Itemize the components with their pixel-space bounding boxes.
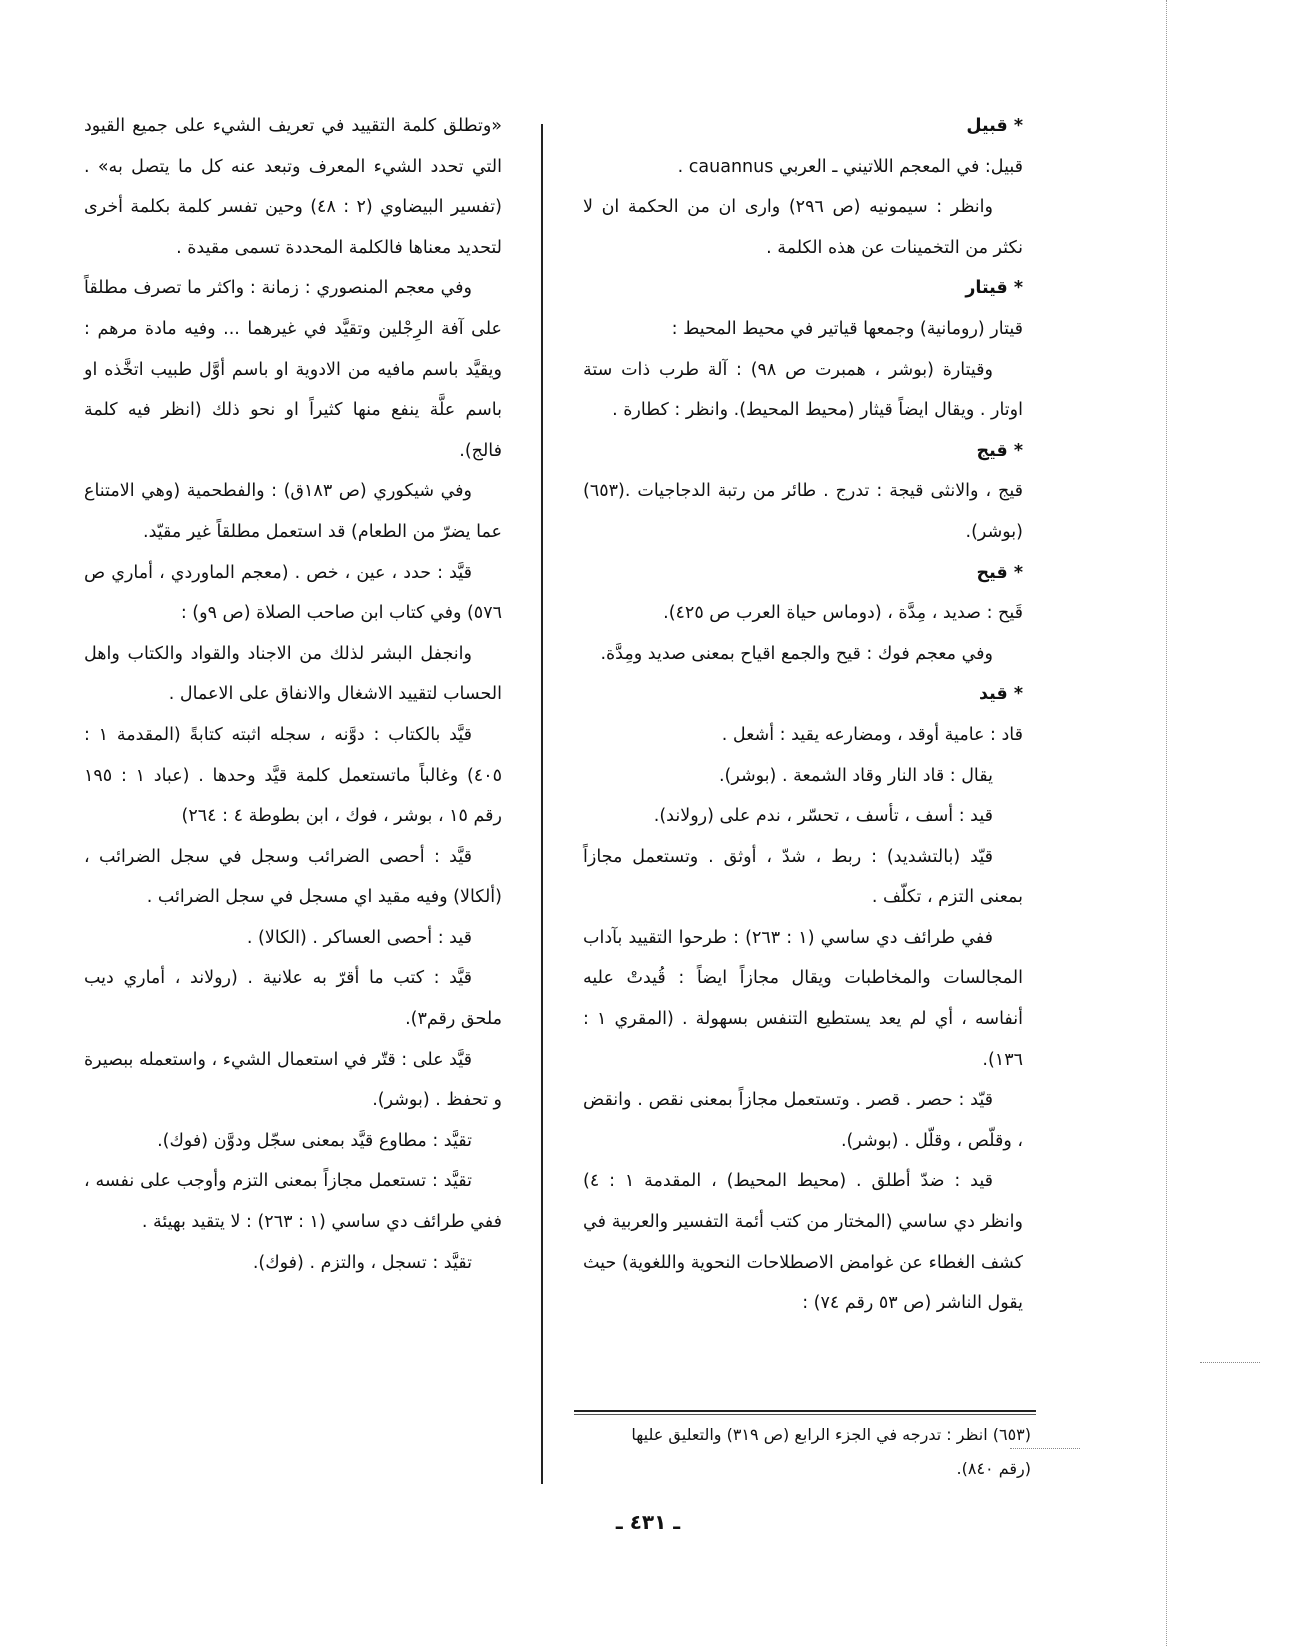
footnote xyxy=(596,1418,1031,1486)
paragraph: «وتطلق كلمة التقييد في تعريف الشيء على جميع القيود التي تحدد الشيء المعرف وتبعد عنه كل ما يتصل به» . (تفسير البيضاوي (٢ : ٤٨) وحين تفسر كلمة بكلمة أخرى لتحديد معناها فالكلمة المحددة تسمى مقيدة . xyxy=(84,116,502,258)
right-text-column xyxy=(583,106,1023,1324)
footnote-rule xyxy=(574,1410,1036,1412)
page-number: ـ ٤٣١ ـ xyxy=(615,1510,681,1534)
paragraph: قيج ، والانثى قيجة : تدرج . طائر من رتبة الدجاجيات .(٦٥٣) (بوشر). xyxy=(583,481,1023,542)
paragraph: قيَّد على : قتّر في استعمال الشيء ، واستعمله ببصيرة و تحفظ . (بوشر). xyxy=(84,1049,502,1111)
left-text-column xyxy=(84,106,502,1283)
paragraph: وفي معجم فوك : قيح والجمع اقياح بمعنى صديد ومِدَّة. xyxy=(600,643,993,664)
paragraph: قبيل: في المعجم اللاتيني ـ العربي cauannus . xyxy=(677,156,1023,177)
margin-tick xyxy=(1200,1362,1260,1363)
paragraph: قيتار (رومانية) وجمعها قياتير في محيط المحيط : xyxy=(671,318,1023,339)
paragraph: وانجفل البشر لذلك من الاجناد والقواد والكتاب واهل الحساب لتقييد الاشغال والانفاق على الاعمال . xyxy=(84,643,502,705)
paragraph: يقال : قاد النار وقاد الشمعة . (بوشر). xyxy=(718,765,993,786)
entry-heading: * قيح xyxy=(976,562,1023,583)
entry-heading: * قيد xyxy=(979,684,1023,705)
footnote-text: (٦٥٣) انظر : تدرجه في الجزء الرابع (ص ٣١٩) والتعليق عليها (رقم ٨٤٠). xyxy=(631,1425,1031,1478)
paragraph: قيّد (بالتشديد) : ربط ، شدّ ، أوثق . وتستعمل مجازاً بمعنى التزم ، تكلّف . xyxy=(583,846,1023,908)
column-divider xyxy=(541,124,543,1484)
paragraph: وفي معجم المنصوري : زمانة : واكثر ما تصرف مطلقاً على آفة الرِجْلين وتقيَّد في غيرهما ... وفيه مادة مرهم : ويقيَّد باسم مافيه من الادوية او باسم أوَّل طبيب اتخَّذه او باسم علَّة ينفع منها كثيراً او نحو ذلك (انظر فيه كلمة فالج). xyxy=(84,278,502,461)
paragraph: قيّد : حصر . قصر . وتستعمل مجازاً بمعنى نقص . وانقض ، وقلّص ، وقلّل . (بوشر). xyxy=(583,1090,1023,1151)
paragraph: ففي طرائف دي ساسي (١ : ٢٦٣) : طرحوا التقييد بآداب المجالسات والمخاطبات ويقال مجازاً ايضاً : قُيدتْ عليه أنفاسه ، أي لم يعد يستطيع التنفس بسهولة . (المقري ١ : ١٣٦). xyxy=(583,927,1023,1070)
paragraph: وقيتارة (بوشر ، همبرت ص ٩٨) : آلة طرب ذات ستة اوتار . ويقال ايضاً قيثار (محيط المحيط). وانظر : كطارة . xyxy=(583,359,1023,421)
paragraph: قاد : عامية أوقد ، ومضارعه يقيد : أشعل . xyxy=(721,724,1023,745)
paragraph: تقيَّد : تسجل ، والتزم . (فوك). xyxy=(252,1252,472,1273)
paragraph: قيَّد : أحصى الضرائب وسجل في سجل الضرائب ، (ألكالا) وفيه مقيد اي مسجل في سجل الضرائب . xyxy=(84,846,502,908)
paragraph: قيد : أحصى العساكر . (الكالا) . xyxy=(246,927,472,948)
paragraph: وفي شيكوري (ص ١٨٣ق) : والفطحمية (وهي الامتناع عما يضرّ من الطعام) قد استعمل مطلقاً غير مقيّد. xyxy=(84,481,502,542)
paragraph: قيد : ضدّ أطلق . (محيط المحيط) ، المقدمة ١ : ٤) وانظر دي ساسي (المختار من كتب أئمة التفسير والعربية في كشف الغطاء عن غوامض الاصطلاحات النحوية واللغوية) حيث يقول الناشر (ص ٥٣ رقم ٧٤) : xyxy=(583,1171,1023,1314)
paragraph: تقيَّد : مطاوع قيَّد بمعنى سجّل ودوَّن (فوك). xyxy=(157,1130,472,1151)
entry-heading: * قبيل xyxy=(966,116,1023,136)
paragraph: قيَّد : حدد ، عين ، خص . (معجم الماوردي ، أماري ص ٥٧٦) وفي كتاب ابن صاحب الصلاة (ص ٩و) : xyxy=(84,562,502,624)
entry-heading: * قيتار xyxy=(965,278,1023,299)
paragraph: قيَّد : كتب ما أقرّ به علانية . (رولاند ، أماري ديب ملحق رقم٣). xyxy=(84,968,502,1030)
paragraph: قَيح : صديد ، مِدَّة ، (دوماس حياة العرب ص ٤٢٥). xyxy=(663,603,1023,624)
footnote-rule-thin xyxy=(574,1414,1036,1415)
paragraph: قيَّد بالكتاب : دوَّنه ، سجله اثبته كتابةً (المقدمة ١ : ٤٠٥) وغالباً ماتستعمل كلمة قيَّد وحدها . (عباد ١ : ١٩٥ رقم ١٥ ، بوشر ، فوك ، ابن بطوطة ٤ : ٢٦٤) xyxy=(84,724,502,827)
entry-heading: * قيج xyxy=(976,440,1023,461)
paragraph: قيد : أسف ، تأسف ، تحسّر ، ندم على (رولاند). xyxy=(653,806,993,827)
paragraph: تقيَّد : تستعمل مجازاً بمعنى التزم وأوجب على نفسه ، ففي طرائف دي ساسي (١ : ٢٦٣) : لا يتقيد بهيئة . xyxy=(84,1171,502,1233)
page-edge-line xyxy=(1166,0,1167,1646)
paragraph: وانظر : سيمونيه (ص ٢٩٦) وارى ان من الحكمة ان لا نكثر من التخمينات عن هذه الكلمة . xyxy=(583,197,1023,258)
